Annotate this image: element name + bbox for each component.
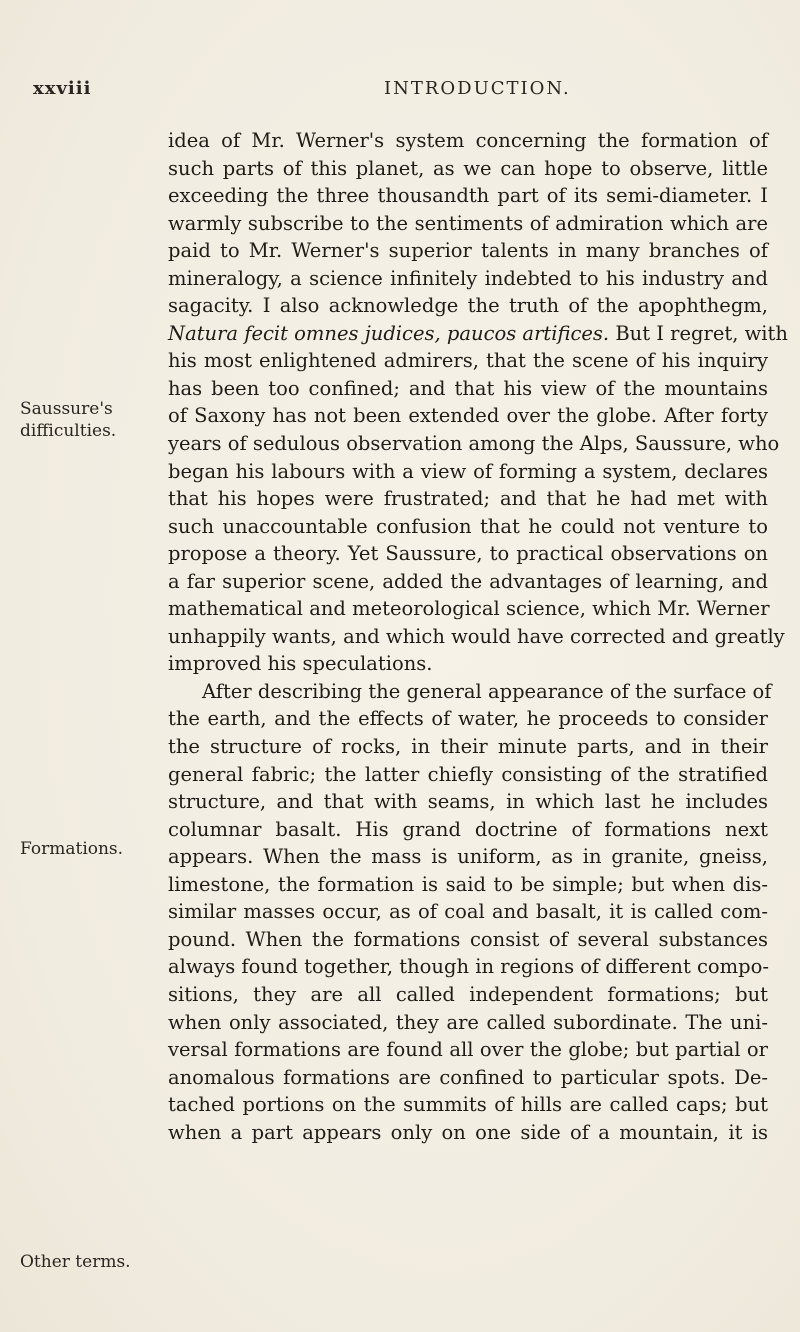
margin-note-line: Formations. [20,839,124,859]
text-line: unhappily wants, and which would have corrected and greatly [168,624,785,648]
text-line: propose a theory. Yet Saussure, to practical observations on [168,542,768,566]
margin-note-saussure [20,398,160,442]
text-line: columnar basalt. His grand doctrine of formations next [168,817,768,841]
text-line: anomalous formations are confined to particular spots. De- [168,1065,768,1089]
text-line: paid to Mr. Werner's superior talents in many branches of [168,239,768,263]
page-number: xxviii [33,78,92,99]
text-line: tached portions on the summits of hills are called caps; but [168,1093,768,1117]
text-line: that his hopes were frustrated; and that he had met with [168,487,768,511]
text-line: the structure of rocks, in their minute parts, and in their [168,735,768,759]
text-line [168,320,788,348]
margin-note-line: difficulties. [20,421,117,441]
text-line: sagacity. I also acknowledge the truth of the apophthegm, [168,294,768,318]
text-line: After describing the general appearance of the surface of [202,679,772,703]
margin-note-other-terms [20,1251,160,1273]
text-line: limestone, the formation is said to be simple; but when dis- [168,872,768,896]
text-line: began his labours with a view of forming a system, declares [168,459,768,483]
text-line: always found together, though in regions of different compo- [168,955,769,979]
latin-quotation: Natura fecit omnes judices, paucos artifices. [168,321,610,345]
text-line: his most enlightened admirers, that the scene of his inquiry [168,349,768,373]
text-line: versal formations are found all over the globe; but partial or [168,1038,768,1062]
text-line: of Saxony has not been extended over the globe. After forty [168,404,768,428]
text-line: when only associated, they are called subordinate. The uni- [168,1010,768,1034]
text-line: mathematical and meteorological science, which Mr. Werner [168,597,770,621]
text-fragment: But I regret, with [609,321,788,345]
body-text [168,127,788,1146]
text-line: has been too confined; and that his view of the mountains [168,376,768,400]
text-line: structure, and that with seams, in which last he includes [168,790,768,814]
text-line: such unaccountable confusion that he could not venture to [168,514,768,538]
text-line: idea of Mr. Werner's system concerning the formation of [168,129,768,152]
text-line: general fabric; the latter chiefly consisting of the stratified [168,762,768,786]
margin-note-line: Other terms. [20,1252,131,1272]
text-line: warmly subscribe to the sentiments of admiration which are [168,211,768,235]
text-line: sitions, they are all called independent formations; but [168,982,768,1006]
text-line: pound. When the formations consist of several substances [168,927,768,951]
margin-note-formations [20,838,160,860]
text-line: such parts of this planet, as we can hope to observe, little [168,156,768,180]
text-line: appears. When the mass is uniform, as in granite, gneiss, [168,845,768,869]
text-line: mineralogy, a science infinitely indebted to his industry and [168,266,768,290]
text-line: years of sedulous observation among the Alps, Saussure, who [168,432,780,456]
text-line: exceeding the three thousandth part of its semi-diameter. I [168,184,768,208]
text-line: similar masses occur, as of coal and basalt, it is called com- [168,900,768,924]
text-line: the earth, and the effects of water, he proceeds to consider [168,707,768,731]
running-head: INTRODUCTION. [384,78,571,99]
text-line: improved his speculations. [168,652,433,676]
text-line: when a part appears only on one side of a mountain, it is [168,1120,768,1144]
text-line: a far superior scene, added the advantages of learning, and [168,569,768,593]
margin-note-line: Saussure's [20,399,113,419]
